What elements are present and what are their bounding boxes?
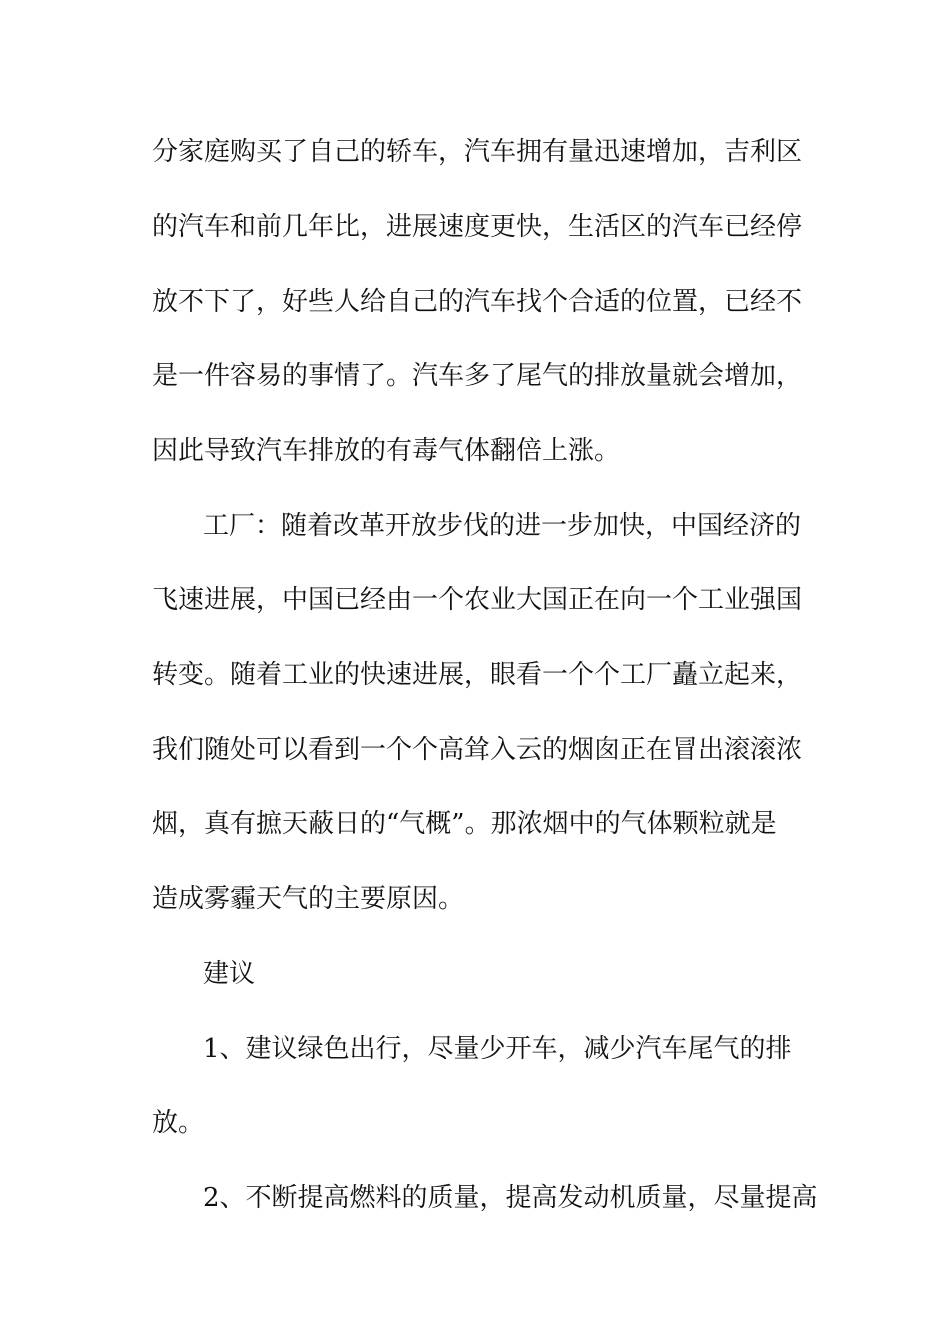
section-heading: 建议 — [203, 959, 256, 989]
text-line: 我们随处可以看到一个个高耸入云的烟囱正在冒出滚滚浓 — [152, 735, 803, 765]
paragraph-first-line: 工厂：随着改革开放步伐的进一步加快，中国经济的 — [203, 511, 802, 541]
text-line: 放。 — [152, 1108, 205, 1138]
text-line: 因此导致汽车排放的有毒气体翻倍上涨。 — [152, 436, 621, 466]
text-line: 造成雾霾天气的主要原因。 — [152, 884, 465, 914]
text-line: 转变。随着工业的快速进展，眼看一个个工厂矗立起来， — [152, 660, 803, 690]
list-item-first-line: 1、建议绿色出行，尽量少开车，减少汽车尾气的排 — [203, 1034, 792, 1064]
text-line: 分家庭购买了自己的轿车，汽车拥有量迅速增加，吉利区 — [152, 137, 803, 167]
list-item-first-line: 2、不断提高燃料的质量，提高发动机质量，尽量提高 — [203, 1183, 818, 1213]
text-line: 放不下了，好些人给自己的汽车找个合适的位置，已经不 — [152, 287, 803, 317]
text-line: 飞速进展，中国已经由一个农业大国正在向一个工业强国 — [152, 585, 803, 615]
text-line: 是一件容易的事情了。汽车多了尾气的排放量就会增加， — [152, 361, 803, 391]
text-line: 的汽车和前几年比，进展速度更快，生活区的汽车已经停 — [152, 212, 803, 242]
text-line: 烟，真有摭天蔽日的“气概”。那浓烟中的气体颗粒就是 — [152, 809, 777, 839]
